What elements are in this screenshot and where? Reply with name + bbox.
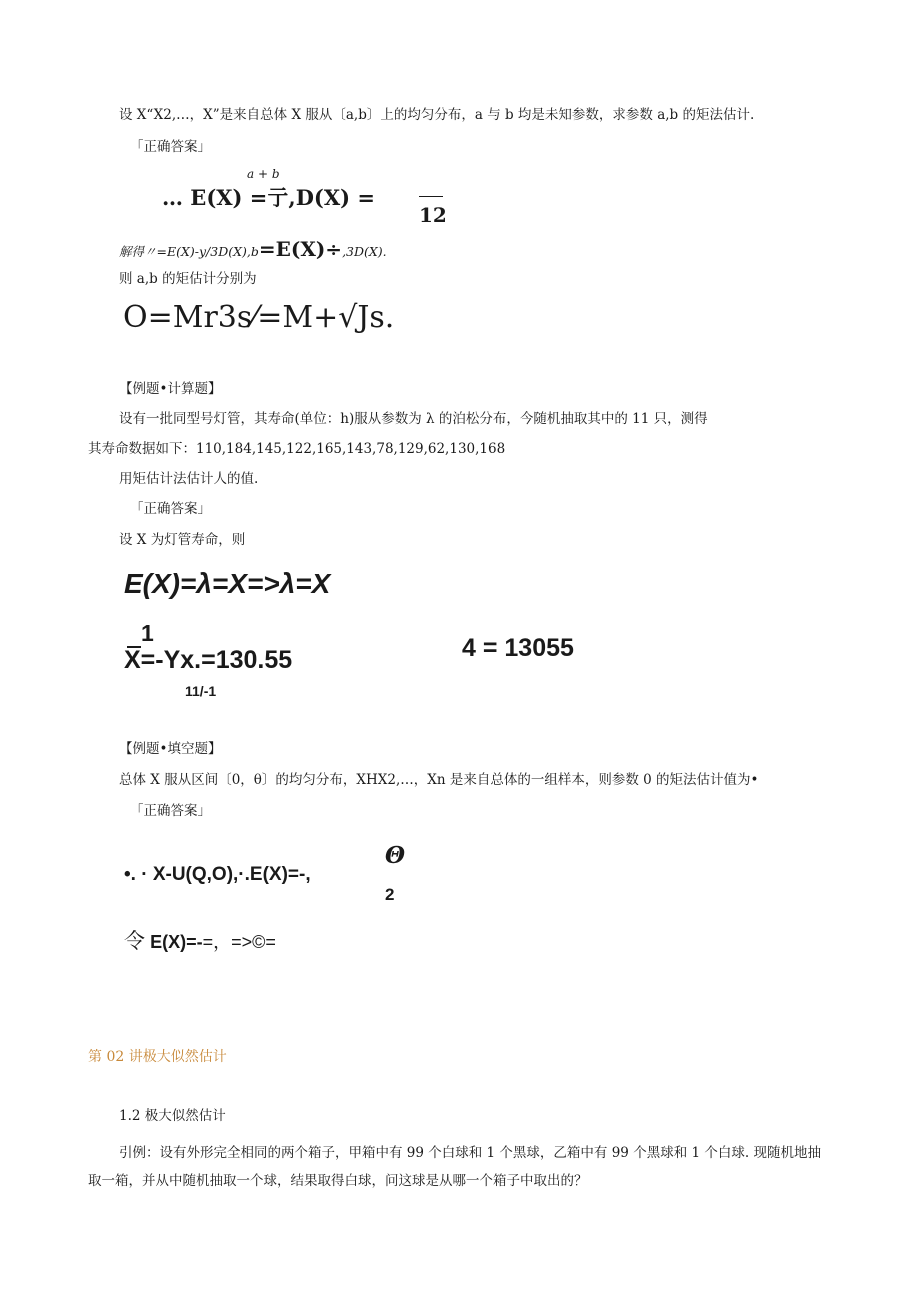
formula-denominator: 12: [419, 203, 447, 227]
answer-label: 「正确答案」: [130, 803, 211, 819]
formula-theta-estimate: [124, 925, 276, 953]
intro-line-1: 引例：设有外形完全相同的两个箱子，甲箱中有 99 个白球和 1 个黑球，乙箱中有 99 个黑球和 1 个白球. 现随机地抽: [119, 1145, 821, 1161]
formula-denominator-two: 2: [385, 885, 395, 904]
formula-theta: Θ: [385, 842, 406, 869]
answer-label: 「正确答案」: [130, 501, 211, 517]
formula-lambda-estimate: 4 = 13055: [462, 634, 574, 662]
formula-sum-coefficient: 1: [141, 620, 154, 646]
intro-line-2: 取一箱，并从中随机抽取一个球，结果取得白球，问这球是从哪一个箱子中取出的？: [88, 1173, 588, 1189]
solution-part-a: 解得〃=E(X)-y∕3D(X),b: [119, 244, 259, 259]
formula-let-result: =，=>©=: [202, 932, 276, 952]
formula-let-expectation: E(X)=-: [150, 932, 203, 952]
formula-numerator: a + b: [247, 167, 280, 181]
formula-sample-mean: X=-Yx.=130.55: [124, 646, 293, 674]
estimate-intro: 则 a,b 的矩估计分别为: [119, 271, 257, 287]
example-1-line-1: 设有一批同型号灯管，其寿命(单位：h)服从参数为 λ 的泊松分布，今随机抽取其中的 11 只，测得: [119, 411, 708, 427]
example-2-title: 【例题•填空题】: [119, 741, 222, 757]
formula-moment-estimates: O=Mr3s⁄=M+√Js.: [123, 300, 395, 335]
solution-part-b: =E(X)÷: [258, 237, 343, 261]
solution-line: [119, 237, 387, 263]
solution-part-c: ,3D(X).: [342, 244, 387, 259]
example-1-line-2: 其寿命数据如下：110,184,145,122,165,143,78,129,62,130,168: [88, 441, 506, 457]
problem-1-text: 设 X“X2,…，X”是来自总体 X 服从〔a,b〕上的均匀分布，a 与 b 均是未知参数，求参数 a,b 的矩法估计.: [119, 107, 755, 123]
example-1-line-4: 设 X 为灯管寿命，则: [119, 532, 246, 548]
formula-let: 令: [124, 930, 145, 953]
formula-expectation-variance: … E(X) =亍,D(X) =: [162, 185, 375, 210]
formula-poisson-expectation: E(X)=λ=X=>λ=X: [124, 568, 331, 599]
fraction-bar: [419, 196, 443, 197]
example-1-line-3: 用矩估计法估计人的值.: [119, 471, 259, 487]
section-title: 1.2 极大似然估计: [119, 1108, 226, 1124]
example-2-line-1: 总体 X 服从区间〔0，θ〕的均匀分布，XHX2,…，Xn 是来自总体的一组样本，则参数 0 的矩法估计值为•: [119, 772, 759, 788]
example-1-title: 【例题•计算题】: [119, 381, 222, 397]
answer-label: 「正确答案」: [130, 139, 211, 155]
formula-sum-index: 11/-1: [185, 683, 217, 699]
formula-uniform-expectation: •. · X-U(Q,O),·.E(X)=-,: [124, 864, 311, 885]
lecture-heading: 第 02 讲极大似然估计: [88, 1049, 227, 1065]
